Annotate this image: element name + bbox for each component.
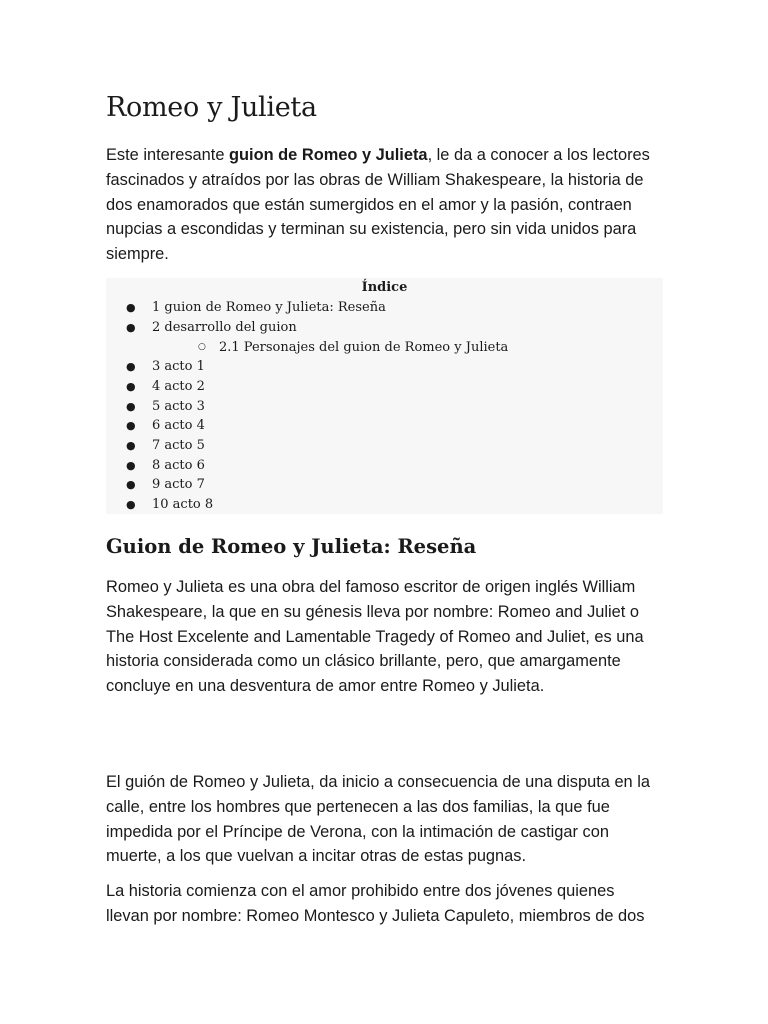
- toc-item-label: 4 acto 2: [152, 379, 205, 394]
- intro-line-1-post: , le da a conocer a los lectores: [427, 146, 650, 164]
- body-paragraph: [106, 879, 666, 929]
- hollow-bullet-icon: ○: [198, 342, 206, 352]
- paragraph-line: llevan por nombre: Romeo Montesco y Julieta Capuleto, miembros de dos: [106, 906, 645, 925]
- bullet-icon: ●: [126, 459, 136, 472]
- document-title: Romeo y Julieta: [106, 92, 317, 123]
- intro-line: fascinados y atraídos por las obras de William Shakespeare, la historia de: [106, 170, 644, 189]
- intro-line: dos enamorados que están sumergidos en el amor y la pasión, contraen: [106, 195, 632, 214]
- bullet-icon: ●: [126, 321, 136, 334]
- paragraph-line: The Host Excelente and Lamentable Tragedy of Romeo and Juliet, es una: [106, 627, 644, 646]
- bullet-icon: ●: [126, 478, 136, 491]
- intro-bold-phrase: guion de Romeo y Julieta: [229, 146, 428, 164]
- paragraph-line: Shakespeare, la que en su génesis lleva por nombre: Romeo and Juliet o: [106, 602, 640, 621]
- paragraph-line: La historia comienza con el amor prohibido entre dos jóvenes quienes: [106, 882, 615, 900]
- toc-item-label: 5 acto 3: [152, 399, 205, 414]
- toc-item-label: 10 acto 8: [152, 497, 214, 512]
- toc-item-label: 6 acto 4: [152, 418, 205, 433]
- bullet-icon: ●: [126, 360, 136, 373]
- paragraph-line: Romeo y Julieta es una obra del famoso escritor de origen inglés William: [106, 578, 636, 596]
- toc-item-label: 8 acto 6: [152, 458, 205, 473]
- toc-item-label: 2.1 Personajes del guion de Romeo y Julieta: [219, 340, 509, 355]
- toc-title: Índice: [361, 280, 408, 295]
- paragraph-line: El guión de Romeo y Julieta, da inicio a consecuencia de una disputa en la: [106, 773, 650, 791]
- paragraph-line: muerte, a los que vuelvan a incitar otras de estas pugnas.: [106, 847, 527, 866]
- section-heading: Guion de Romeo y Julieta: Reseña: [106, 535, 477, 558]
- paragraph-line: historia considerada como un clásico brillante, pero, que amargamente: [106, 652, 621, 671]
- bullet-icon: ●: [126, 419, 136, 432]
- body-paragraph: [106, 770, 666, 869]
- paragraph-line: impedida por el Príncipe de Verona, con la intimación de castigar con: [106, 822, 609, 841]
- bullet-icon: ●: [126, 301, 136, 314]
- bullet-icon: ●: [126, 380, 136, 393]
- intro-line: nupcias a escondidas y terminan su existencia, pero sin vida unidos para: [106, 220, 637, 239]
- table-of-contents: [106, 278, 663, 514]
- intro-paragraph: [106, 143, 666, 267]
- toc-item-label: 9 acto 7: [152, 477, 205, 492]
- toc-item-label: 7 acto 5: [152, 438, 205, 453]
- paragraph-line: calle, entre los hombres que pertenecen a las dos familias, la que fue: [106, 797, 610, 816]
- paragraph-line: concluye en una desventura de amor entre Romeo y Julieta.: [106, 677, 545, 696]
- intro-line-1-pre: Este interesante: [106, 146, 230, 164]
- bullet-icon: ●: [126, 400, 136, 413]
- bullet-icon: ●: [126, 439, 136, 452]
- toc-item-label: 3 acto 1: [152, 359, 205, 374]
- bullet-icon: ●: [126, 498, 136, 511]
- toc-item-label: 1 guion de Romeo y Julieta: Reseña: [152, 300, 386, 315]
- intro-line: siempre.: [106, 245, 169, 264]
- toc-item-label: 2 desarrollo del guion: [152, 320, 297, 335]
- intro-line-1: [106, 143, 666, 168]
- body-paragraph: [106, 575, 666, 699]
